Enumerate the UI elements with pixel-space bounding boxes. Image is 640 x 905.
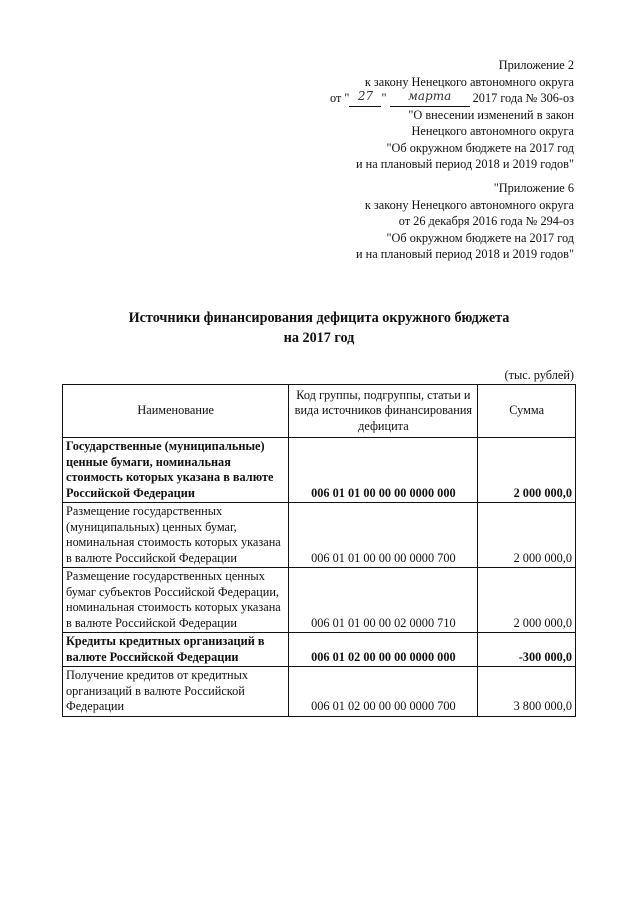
header-sum: Сумма [478,385,576,438]
row-name: Государственные (муниципальные) ценные бумаги, номинальная стоимость которых указана в валюте Российской Федерации [63,438,289,503]
appendix-line: Ненецкого автономного округа [411,124,574,138]
appendix-line: "Об окружном бюджете на 2017 год [386,140,574,155]
appendix-line: и на плановый период 2018 и 2019 годов" [355,157,574,171]
appendix-line: от 26 декабря 2016 года № 294-оз [398,214,574,228]
handwritten-month: марта [407,88,452,103]
table-row [63,667,576,717]
date-mid: " [381,91,387,105]
date-prefix: от " [330,91,350,105]
row-sum: 2 000 000,0 [478,568,576,633]
row-code: 006 01 02 00 00 00 0000 700 [289,667,478,717]
appendix-line: "Об окружном бюджете на 2017 год [386,230,574,245]
appendix-date-line [330,90,574,107]
date-month-field [390,88,470,107]
row-code: 006 01 02 00 00 00 0000 000 [289,633,478,667]
financing-sources-table [62,384,576,717]
row-sum: 3 800 000,0 [478,667,576,717]
row-name: Получение кредитов от кредитных организаций в валюте Российской Федерации [63,667,289,717]
row-sum: 2 000 000,0 [478,438,576,503]
handwritten-day: 27 [357,88,374,103]
row-code: 006 01 01 00 00 00 0000 000 [289,438,478,503]
units-label: (тыс. рублей) [504,368,574,382]
appendix-header [330,57,574,173]
appendix-line: к закону Ненецкого автономного округа [364,197,574,212]
title-line: на 2017 год [283,330,355,346]
header-name: Наименование [63,385,289,438]
appendix-line: к закону Ненецкого автономного округа [364,74,574,89]
row-name: Размещение государственных (муниципальных) ценных бумаг, номинальная стоимость которых указана в валюте Российской Федерации [63,503,289,568]
quoted-appendix-header [356,180,574,263]
title-line: Источники финансирования дефицита окружного бюджета [128,310,510,326]
header-code: Код группы, подгруппы, статьи и вида источников финансирования дефицита [289,385,478,438]
document-title [64,308,574,348]
row-name: Размещение государственных ценных бумаг субъектов Российской Федерации, номинальная стоимость которых указана в валюте Российской Федерации [63,568,289,633]
table-row [63,503,576,568]
row-sum: 2 000 000,0 [478,503,576,568]
appendix-line: и на плановый период 2018 и 2019 годов" [355,247,574,261]
table-row [63,438,576,503]
appendix-line: "Приложение 6 [493,181,574,195]
appendix-line: "О внесении изменений в закон [408,107,574,122]
appendix-line: Приложение 2 [498,58,574,72]
date-suffix: 2017 года № 306-оз [472,91,574,105]
row-code: 006 01 01 00 00 02 0000 710 [289,568,478,633]
table-row [63,568,576,633]
table-row [63,633,576,667]
row-code: 006 01 01 00 00 00 0000 700 [289,503,478,568]
row-name: Кредиты кредитных организаций в валюте Российской Федерации [63,633,289,667]
date-day-field [349,88,381,107]
table-header-row [63,385,576,438]
row-sum: -300 000,0 [478,633,576,667]
